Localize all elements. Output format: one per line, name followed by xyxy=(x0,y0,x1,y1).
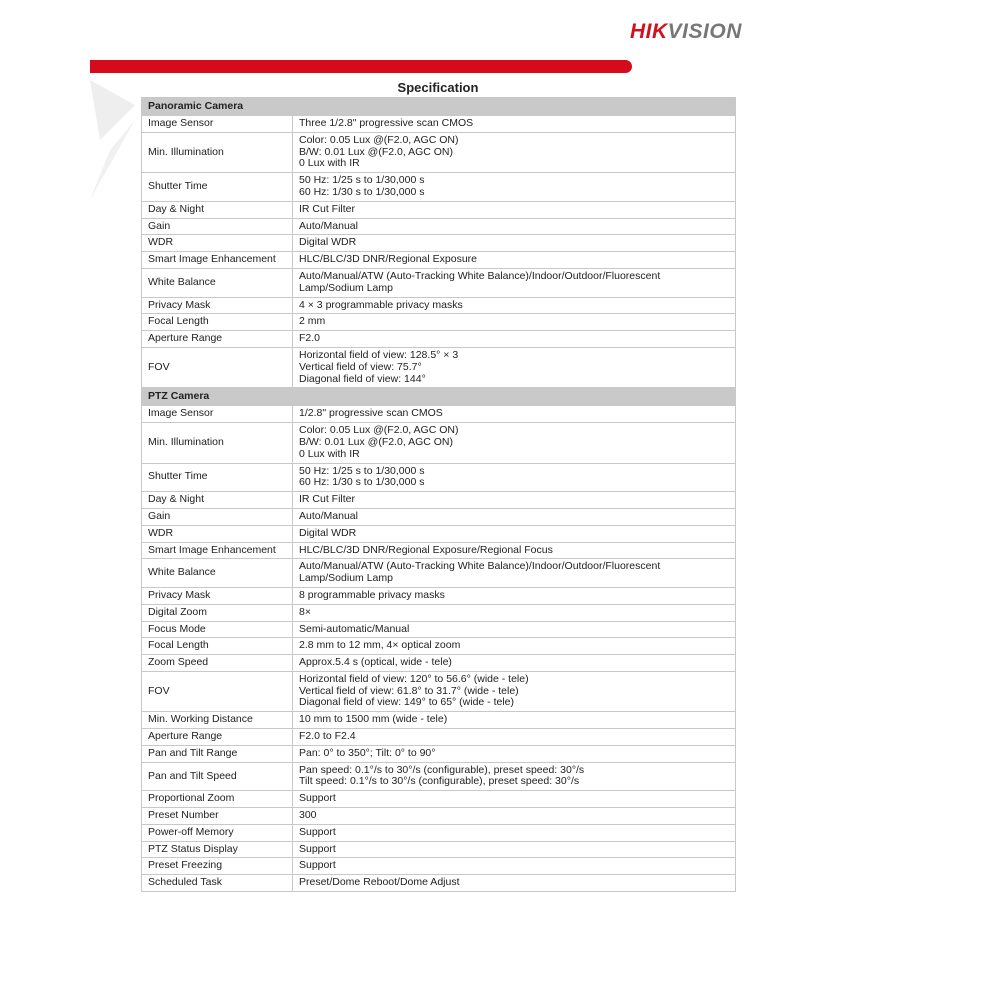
spec-value xyxy=(293,132,736,172)
header-red-bar xyxy=(90,60,632,73)
spec-value xyxy=(293,492,736,509)
spec-value-line: 0 Lux with IR xyxy=(299,447,360,460)
spec-label: PTZ Status Display xyxy=(142,841,293,858)
spec-label: Privacy Mask xyxy=(142,587,293,604)
spec-value-line: Digital WDR xyxy=(299,526,357,539)
spec-row xyxy=(142,508,736,525)
spec-value xyxy=(293,235,736,252)
spec-value-line: Lamp/Sodium Lamp xyxy=(299,281,393,294)
spec-value-line: B/W: 0.01 Lux @(F2.0, AGC ON) xyxy=(299,145,454,158)
spec-value xyxy=(293,525,736,542)
spec-value xyxy=(293,201,736,218)
spec-label: Digital Zoom xyxy=(142,604,293,621)
spec-label: White Balance xyxy=(142,268,293,297)
spec-value xyxy=(293,655,736,672)
spec-label: Day & Night xyxy=(142,201,293,218)
hikvision-logo xyxy=(630,20,742,44)
spec-label: Pan and Tilt Speed xyxy=(142,762,293,791)
spec-value-line: Support xyxy=(299,842,336,855)
spec-row xyxy=(142,587,736,604)
spec-row xyxy=(142,173,736,202)
spec-label: Focal Length xyxy=(142,638,293,655)
spec-value xyxy=(293,347,736,387)
spec-label: WDR xyxy=(142,525,293,542)
spec-row xyxy=(142,463,736,492)
spec-label: Preset Number xyxy=(142,808,293,825)
watermark-graphic xyxy=(90,80,140,200)
spec-value-line: 60 Hz: 1/30 s to 1/30,000 s xyxy=(299,476,425,489)
spec-value xyxy=(293,406,736,423)
spec-value-line: Pan speed: 0.1°/s to 30°/s (configurable), preset speed: 30°/s xyxy=(299,763,585,776)
spec-label: Proportional Zoom xyxy=(142,791,293,808)
spec-value-line: Preset/Dome Reboot/Dome Adjust xyxy=(299,876,460,889)
spec-row xyxy=(142,492,736,509)
spec-label: Pan and Tilt Range xyxy=(142,745,293,762)
spec-value-line: Diagonal field of view: 144° xyxy=(299,372,426,385)
spec-row xyxy=(142,218,736,235)
spec-value-line: Vertical field of view: 61.8° to 31.7° (wide - tele) xyxy=(299,684,519,697)
spec-row xyxy=(142,268,736,297)
spec-value-line: Auto/Manual/ATW (Auto-Tracking White Balance)/Indoor/Outdoor/Fluorescent xyxy=(299,560,661,573)
spec-row xyxy=(142,116,736,133)
spec-value-line: F2.0 xyxy=(299,332,321,345)
spec-value-line: 300 xyxy=(299,809,317,822)
spec-label: Gain xyxy=(142,508,293,525)
spec-value xyxy=(293,297,736,314)
spec-value-line: 2.8 mm to 12 mm, 4× optical zoom xyxy=(299,639,461,652)
spec-label: Image Sensor xyxy=(142,406,293,423)
spec-label: Day & Night xyxy=(142,492,293,509)
spec-value-line: F2.0 to F2.4 xyxy=(299,730,356,743)
spec-value-line: 1/2.8" progressive scan CMOS xyxy=(299,407,443,420)
spec-value xyxy=(293,587,736,604)
spec-value xyxy=(293,621,736,638)
spec-value xyxy=(293,173,736,202)
spec-value-line: Support xyxy=(299,859,336,872)
spec-label: Min. Illumination xyxy=(142,423,293,463)
spec-value-line: 0 Lux with IR xyxy=(299,157,360,170)
spec-value-line: Pan: 0° to 350°; Tilt: 0° to 90° xyxy=(299,746,436,759)
section-heading: PTZ Camera xyxy=(142,388,736,406)
spec-value-line: 2 mm xyxy=(299,315,326,328)
spec-value-line: 10 mm to 1500 mm (wide - tele) xyxy=(299,713,448,726)
spec-value-line: Auto/Manual xyxy=(299,509,358,522)
spec-row xyxy=(142,314,736,331)
spec-value-line: 50 Hz: 1/25 s to 1/30,000 s xyxy=(299,464,425,477)
spec-value xyxy=(293,218,736,235)
logo-part: VISION xyxy=(667,20,742,43)
spec-row xyxy=(142,132,736,172)
spec-value-line: Diagonal field of view: 149° to 65° (wide - tele) xyxy=(299,696,515,709)
spec-label: Focal Length xyxy=(142,314,293,331)
spec-row xyxy=(142,808,736,825)
spec-value-line: Vertical field of view: 75.7° xyxy=(299,360,422,373)
spec-label: Aperture Range xyxy=(142,729,293,746)
spec-row xyxy=(142,638,736,655)
spec-value xyxy=(293,712,736,729)
spec-value-line: Semi-automatic/Manual xyxy=(299,622,410,635)
spec-label: FOV xyxy=(142,671,293,711)
spec-label: WDR xyxy=(142,235,293,252)
spec-value xyxy=(293,858,736,875)
spec-value xyxy=(293,604,736,621)
spec-row xyxy=(142,331,736,348)
spec-value-line: Auto/Manual/ATW (Auto-Tracking White Balance)/Indoor/Outdoor/Fluorescent xyxy=(299,269,661,282)
spec-row xyxy=(142,406,736,423)
spec-value-line: Color: 0.05 Lux @(F2.0, AGC ON) xyxy=(299,424,459,437)
spec-row xyxy=(142,791,736,808)
spec-value-line: Tilt speed: 0.1°/s to 30°/s (configurable), preset speed: 30°/s xyxy=(299,775,580,788)
spec-value xyxy=(293,745,736,762)
spec-label: Shutter Time xyxy=(142,463,293,492)
spec-value xyxy=(293,116,736,133)
section-header xyxy=(142,98,736,116)
spec-row xyxy=(142,604,736,621)
spec-value-line: HLC/BLC/3D DNR/Regional Exposure/Regional Focus xyxy=(299,543,553,556)
spec-value-line: Approx.5.4 s (optical, wide - tele) xyxy=(299,656,452,669)
spec-value xyxy=(293,762,736,791)
spec-value-line: 8× xyxy=(299,605,311,618)
spec-value xyxy=(293,423,736,463)
spec-row xyxy=(142,621,736,638)
spec-label: Gain xyxy=(142,218,293,235)
spec-label: Zoom Speed xyxy=(142,655,293,672)
spec-row xyxy=(142,745,736,762)
spec-value-line: 4 × 3 programmable privacy masks xyxy=(299,298,463,311)
spec-value xyxy=(293,252,736,269)
spec-value-line: 50 Hz: 1/25 s to 1/30,000 s xyxy=(299,174,425,187)
spec-label: Smart Image Enhancement xyxy=(142,252,293,269)
spec-value-line: 8 programmable privacy masks xyxy=(299,588,445,601)
spec-row xyxy=(142,525,736,542)
spec-value-line: Support xyxy=(299,825,336,838)
spec-value-line: 60 Hz: 1/30 s to 1/30,000 s xyxy=(299,185,425,198)
spec-row xyxy=(142,297,736,314)
page-title: Specification xyxy=(397,80,479,95)
spec-row xyxy=(142,729,736,746)
spec-row xyxy=(142,235,736,252)
spec-row xyxy=(142,712,736,729)
spec-row xyxy=(142,201,736,218)
spec-value xyxy=(293,791,736,808)
spec-row xyxy=(142,252,736,269)
spec-value-line: HLC/BLC/3D DNR/Regional Exposure xyxy=(299,253,477,266)
spec-label: Min. Illumination xyxy=(142,132,293,172)
spec-row xyxy=(142,559,736,588)
spec-value-line: Three 1/2.8" progressive scan CMOS xyxy=(299,117,474,129)
spec-label: Preset Freezing xyxy=(142,858,293,875)
spec-row xyxy=(142,671,736,711)
spec-row xyxy=(142,762,736,791)
spec-table xyxy=(141,97,736,892)
spec-row xyxy=(142,423,736,463)
spec-value-line: Lamp/Sodium Lamp xyxy=(299,572,393,585)
spec-value xyxy=(293,268,736,297)
section-header xyxy=(142,388,736,406)
spec-value-line: IR Cut Filter xyxy=(299,493,356,506)
spec-value-line: Color: 0.05 Lux @(F2.0, AGC ON) xyxy=(299,133,459,146)
spec-label: White Balance xyxy=(142,559,293,588)
spec-value-line: B/W: 0.01 Lux @(F2.0, AGC ON) xyxy=(299,435,454,448)
spec-row xyxy=(142,858,736,875)
spec-label: Power-off Memory xyxy=(142,824,293,841)
spec-value-line: IR Cut Filter xyxy=(299,202,356,215)
section-heading: Panoramic Camera xyxy=(142,98,736,116)
spec-value-line: Digital WDR xyxy=(299,236,357,249)
spec-label: Aperture Range xyxy=(142,331,293,348)
spec-value xyxy=(293,331,736,348)
spec-value-line: Horizontal field of view: 128.5° × 3 xyxy=(299,348,459,361)
spec-value xyxy=(293,841,736,858)
spec-value xyxy=(293,671,736,711)
spec-label: FOV xyxy=(142,347,293,387)
spec-label: Image Sensor xyxy=(142,116,293,133)
spec-label: Scheduled Task xyxy=(142,875,293,892)
logo-part: HIK xyxy=(630,20,668,43)
spec-value xyxy=(293,638,736,655)
spec-value xyxy=(293,875,736,892)
spec-label: Focus Mode xyxy=(142,621,293,638)
spec-label: Privacy Mask xyxy=(142,297,293,314)
spec-row xyxy=(142,875,736,892)
spec-row xyxy=(142,824,736,841)
spec-value-line: Horizontal field of view: 120° to 56.6° (wide - tele) xyxy=(299,672,529,685)
spec-row xyxy=(142,655,736,672)
spec-row xyxy=(142,542,736,559)
spec-value xyxy=(293,314,736,331)
spec-value-line: Auto/Manual xyxy=(299,219,358,232)
spec-label: Smart Image Enhancement xyxy=(142,542,293,559)
spec-label: Min. Working Distance xyxy=(142,712,293,729)
spec-value xyxy=(293,542,736,559)
spec-label: Shutter Time xyxy=(142,173,293,202)
spec-value-line: Support xyxy=(299,792,336,805)
spec-row xyxy=(142,841,736,858)
spec-value xyxy=(293,729,736,746)
spec-value xyxy=(293,463,736,492)
spec-row xyxy=(142,347,736,387)
spec-value xyxy=(293,508,736,525)
spec-value xyxy=(293,808,736,825)
spec-value xyxy=(293,824,736,841)
spec-value xyxy=(293,559,736,588)
